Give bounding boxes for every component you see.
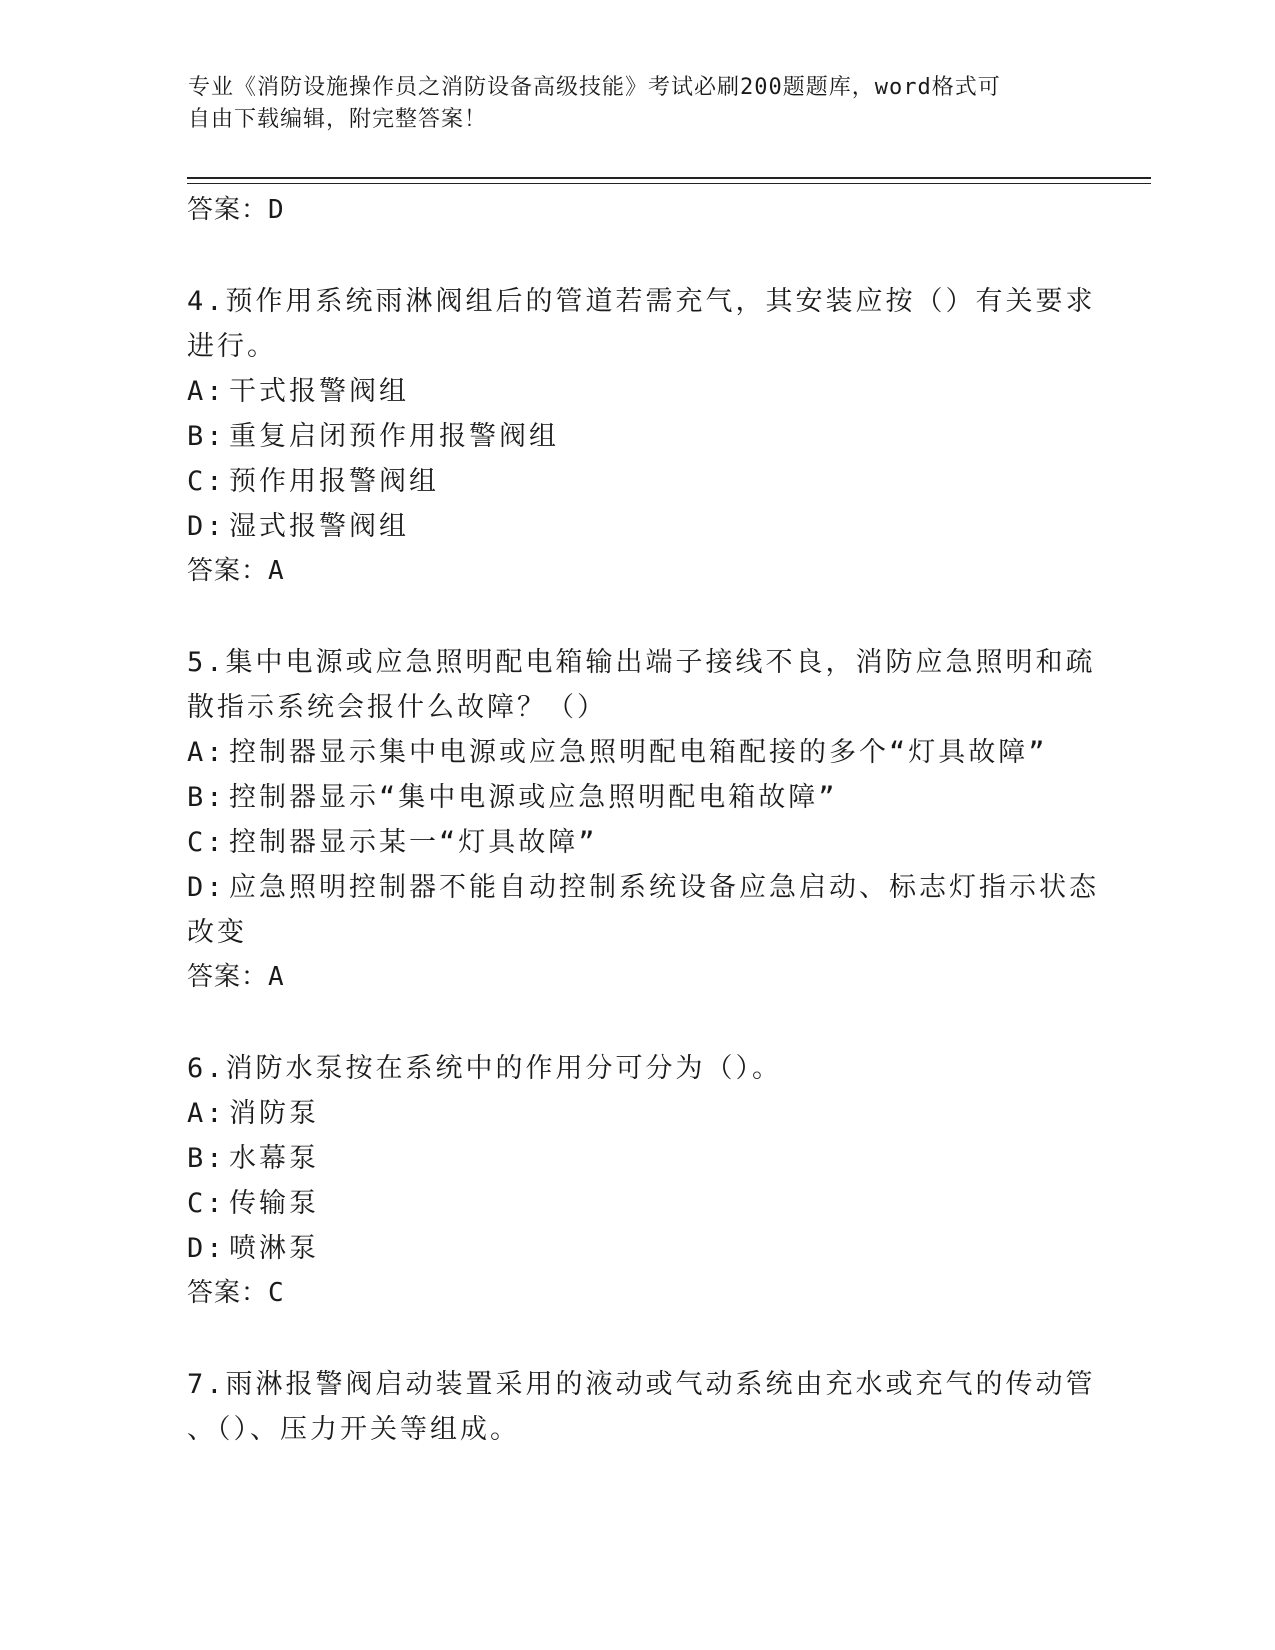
question-5 xyxy=(187,640,1099,999)
answer-value: C xyxy=(268,1278,285,1308)
question-4 xyxy=(187,279,1096,593)
header-divider-thin xyxy=(187,183,1151,184)
option-a xyxy=(187,369,1087,414)
header-line-2: 自由下载编辑，附完整答案！ xyxy=(188,107,488,132)
option-letter: D: xyxy=(187,1233,226,1264)
question-text: 进行。 xyxy=(187,331,277,362)
option-text: 控制器显示“集中电源或应急照明配电箱故障” xyxy=(229,782,838,813)
answer-label: 答案： xyxy=(187,195,269,225)
answer-value: A xyxy=(268,556,285,586)
question-text: 4.预作用系统雨淋阀组后的管道若需充气，其安装应按（）有关要求 xyxy=(187,286,1096,317)
option-b xyxy=(187,414,1087,459)
option-c xyxy=(187,459,1087,504)
header-line-1: 专业《消防设施操作员之消防设备高级技能》考试必刷200题题库，word格式可 xyxy=(188,75,1001,100)
answer-label: 答案： xyxy=(187,556,269,586)
option-letter: C: xyxy=(187,1188,226,1219)
option-letter: A: xyxy=(187,1098,226,1129)
question-list xyxy=(187,188,1099,1452)
answer-line xyxy=(187,549,1087,593)
option-a xyxy=(187,730,1087,775)
option-text: 应急照明控制器不能自动控制系统设备应急启动、标志灯指示状态 xyxy=(229,872,1099,903)
option-d xyxy=(187,1226,1087,1271)
question-7 xyxy=(187,1362,1096,1452)
option-letter: D: xyxy=(187,872,226,903)
answer-value: D xyxy=(268,195,285,225)
option-d xyxy=(187,865,1099,910)
option-text: 干式报警阀组 xyxy=(229,376,409,407)
option-letter: B: xyxy=(187,1143,226,1174)
option-text: 水幕泵 xyxy=(229,1143,319,1174)
option-letter: A: xyxy=(187,376,226,407)
option-letter: C: xyxy=(187,466,226,497)
option-c xyxy=(187,1181,1087,1226)
answer-value: A xyxy=(268,962,285,992)
question-text: 散指示系统会报什么故障？（） xyxy=(187,692,607,723)
header-divider-thick xyxy=(187,177,1151,179)
option-letter: A: xyxy=(187,737,226,768)
question-text: 7.雨淋报警阀启动装置采用的液动或气动系统由充水或充气的传动管 xyxy=(187,1369,1096,1400)
document-header xyxy=(188,72,1068,136)
answer-line xyxy=(187,955,1087,999)
answer-line xyxy=(187,188,1087,232)
option-a xyxy=(187,1091,1087,1136)
answer-label: 答案： xyxy=(187,962,269,992)
option-b xyxy=(187,1136,1087,1181)
option-letter: D: xyxy=(187,511,226,542)
option-text: 传输泵 xyxy=(229,1188,319,1219)
question-text: 5.集中电源或应急照明配电箱输出端子接线不良，消防应急照明和疏 xyxy=(187,647,1096,678)
option-text: 控制器显示集中电源或应急照明配电箱配接的多个“灯具故障” xyxy=(229,737,1048,768)
option-d xyxy=(187,504,1087,549)
option-b xyxy=(187,775,1087,820)
option-d-continuation: 改变 xyxy=(187,917,247,948)
option-letter: B: xyxy=(187,421,226,452)
answer-line xyxy=(187,1271,1087,1315)
option-letter: B: xyxy=(187,782,226,813)
option-text: 湿式报警阀组 xyxy=(229,511,409,542)
option-c xyxy=(187,820,1087,865)
question-6 xyxy=(187,1046,1087,1315)
answer-label: 答案： xyxy=(187,1278,269,1308)
option-text: 重复启闭预作用报警阀组 xyxy=(229,421,559,452)
option-text: 预作用报警阀组 xyxy=(229,466,439,497)
option-text: 喷淋泵 xyxy=(229,1233,319,1264)
question-text: 、（）、压力开关等组成。 xyxy=(187,1414,520,1445)
question-text: 6.消防水泵按在系统中的作用分可分为（）。 xyxy=(187,1053,783,1084)
option-text: 消防泵 xyxy=(229,1098,319,1129)
option-text: 控制器显示某一“灯具故障” xyxy=(229,827,598,858)
option-letter: C: xyxy=(187,827,226,858)
